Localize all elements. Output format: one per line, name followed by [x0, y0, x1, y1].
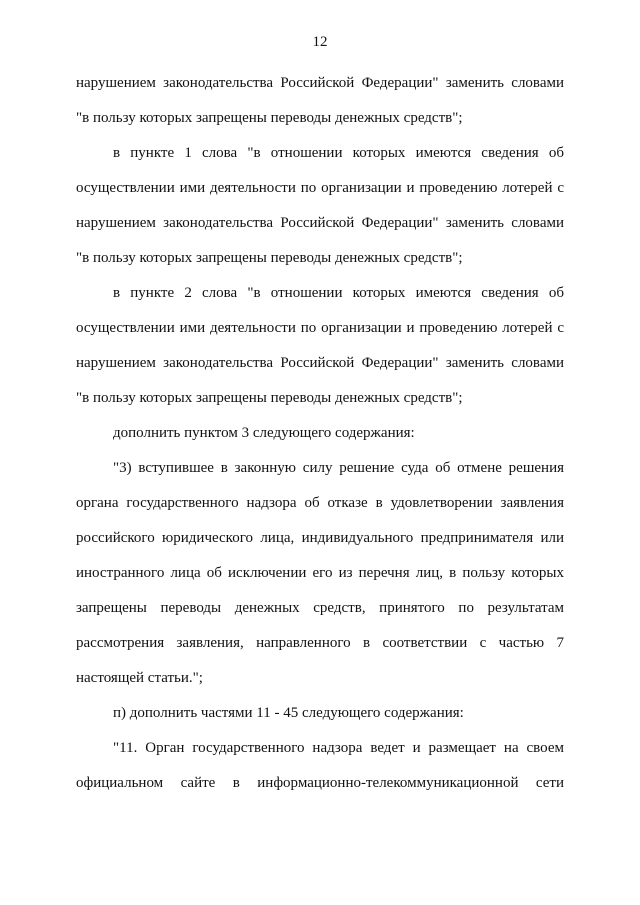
- text-line: запрещены переводы денежных средств, принятого по результатам: [76, 600, 564, 616]
- text-line: п) дополнить частями 11 - 45 следующего содержания:: [113, 705, 464, 721]
- text-line: нарушением законодательства Российской Федерации" заменить словами: [76, 215, 564, 231]
- text-line: "в пользу которых запрещены переводы денежных средств";: [76, 110, 463, 126]
- text-line: органа государственного надзора об отказе в удовлетворении заявления: [76, 495, 564, 511]
- text-line: официальном сайте в информационно-телекоммуникационной сети: [76, 775, 564, 791]
- text-line: в пункте 2 слова "в отношении которых имеются сведения об: [113, 285, 564, 301]
- text-line: "в пользу которых запрещены переводы денежных средств";: [76, 250, 463, 266]
- text-line: рассмотрения заявления, направленного в соответствии с частью 7: [76, 635, 564, 651]
- text-line: в пункте 1 слова "в отношении которых имеются сведения об: [113, 145, 564, 161]
- text-line: "3) вступившее в законную силу решение суда об отмене решения: [113, 460, 564, 476]
- text-line: "в пользу которых запрещены переводы денежных средств";: [76, 390, 463, 406]
- text-line: нарушением законодательства Российской Федерации" заменить словами: [76, 75, 564, 91]
- text-line: дополнить пунктом 3 следующего содержания:: [113, 425, 415, 441]
- page-number: 12: [312, 34, 328, 50]
- text-line: иностранного лица об исключении его из перечня лиц, в пользу которых: [76, 565, 564, 581]
- text-line: осуществлении ими деятельности по организации и проведению лотерей с: [76, 320, 564, 336]
- text-line: осуществлении ими деятельности по организации и проведению лотерей с: [76, 180, 564, 196]
- text-line: "11. Орган государственного надзора ведет и размещает на своем: [113, 740, 564, 756]
- text-line: настоящей статьи.";: [76, 670, 203, 686]
- text-line: российского юридического лица, индивидуального предпринимателя или: [76, 530, 564, 546]
- document-body: [76, 66, 564, 801]
- text-line: нарушением законодательства Российской Федерации" заменить словами: [76, 355, 564, 371]
